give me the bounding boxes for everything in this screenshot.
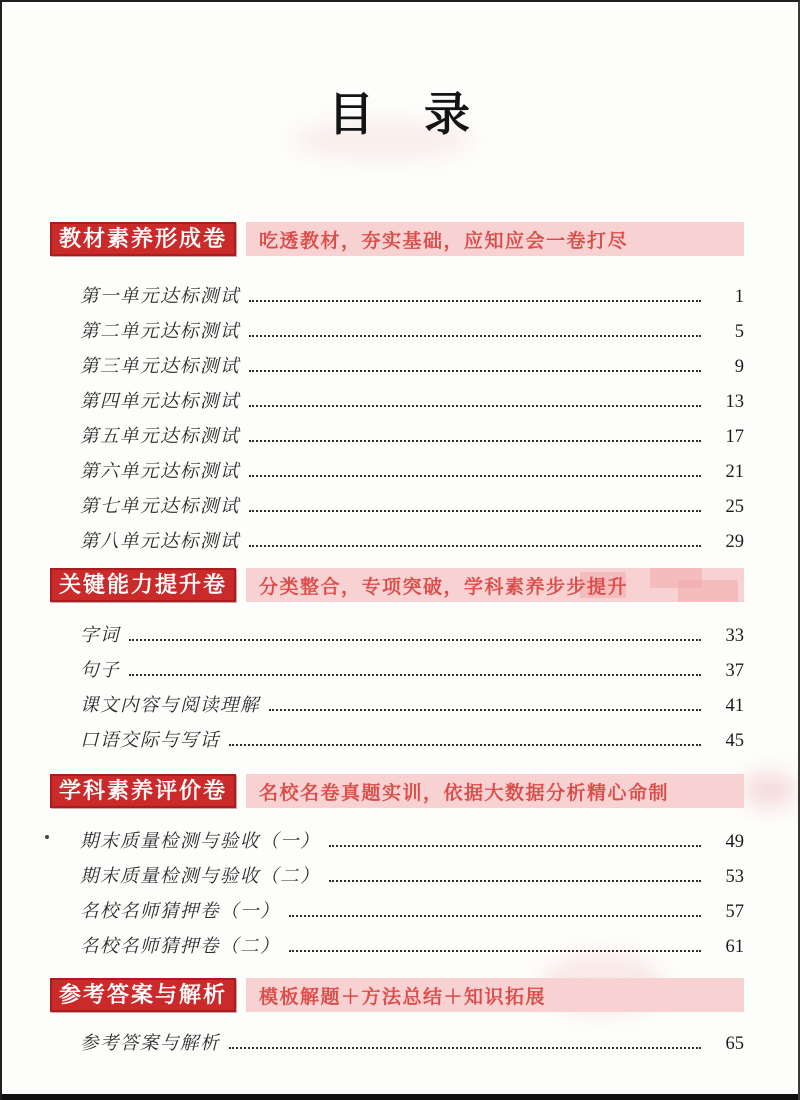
toc-entry-label: 第二单元达标测试 bbox=[80, 322, 241, 342]
toc-entry-label: 名校名师猜押卷（一） bbox=[80, 902, 281, 922]
dot-leader bbox=[249, 440, 701, 442]
toc-entry-page-number: 33 bbox=[725, 626, 744, 646]
toc-entry bbox=[80, 450, 744, 485]
section-tagline: 名校名卷真题实训，依据大数据分析精心命制 bbox=[259, 782, 670, 804]
toc-entry-page-number: 41 bbox=[725, 696, 744, 716]
toc-entry-page-number: 53 bbox=[725, 867, 744, 887]
toc-entry-page-number: 21 bbox=[725, 462, 744, 482]
toc-entry bbox=[80, 820, 744, 855]
dot-leader bbox=[249, 545, 701, 547]
dot-leader bbox=[129, 639, 701, 641]
toc-entry-label: 第七单元达标测试 bbox=[80, 497, 241, 517]
toc-entry bbox=[80, 1022, 744, 1057]
section-answers bbox=[50, 978, 744, 1057]
entry-list bbox=[80, 275, 744, 555]
toc-entry-label: 第六单元达标测试 bbox=[80, 462, 241, 482]
dot-leader bbox=[129, 674, 701, 676]
toc-entry-label: 第三单元达标测试 bbox=[80, 357, 241, 377]
toc-entry-label: 参考答案与解析 bbox=[80, 1034, 221, 1054]
section-header bbox=[50, 222, 744, 256]
toc-entry-label: 第八单元达标测试 bbox=[80, 532, 241, 552]
toc-entry bbox=[80, 345, 744, 380]
toc-entry bbox=[80, 275, 744, 310]
toc-entry bbox=[80, 684, 744, 719]
section-tagline: 分类整合，专项突破，学科素养步步提升 bbox=[259, 576, 629, 598]
toc-entry-page-number: 61 bbox=[725, 937, 744, 957]
section-header bbox=[50, 978, 744, 1012]
dot-leader bbox=[249, 370, 701, 372]
section-title-badge: 教材素养形成卷 bbox=[50, 222, 236, 256]
section-header bbox=[50, 568, 744, 602]
toc-entry bbox=[80, 380, 744, 415]
toc-entry-page-number: 17 bbox=[725, 427, 744, 447]
toc-entry-page-number: 65 bbox=[725, 1034, 744, 1054]
toc-entry-label: 第五单元达标测试 bbox=[80, 427, 241, 447]
section-header bbox=[50, 774, 744, 808]
section-title-badge: 关键能力提升卷 bbox=[50, 568, 236, 602]
dot-leader bbox=[289, 915, 701, 917]
toc-entry-page-number: 37 bbox=[725, 661, 744, 681]
dot-leader bbox=[269, 709, 701, 711]
toc-entry-page-number: 25 bbox=[725, 497, 744, 517]
dot-leader bbox=[289, 950, 701, 952]
toc-entry-page-number: 57 bbox=[725, 902, 744, 922]
scan-bottom-edge bbox=[2, 1094, 798, 1100]
section-title-badge: 参考答案与解析 bbox=[50, 978, 236, 1012]
dot-leader bbox=[249, 510, 701, 512]
toc-entry-page-number: 5 bbox=[734, 322, 744, 342]
entry-list bbox=[80, 614, 744, 754]
toc-entry bbox=[80, 310, 744, 345]
toc-entry-label: 口语交际与写话 bbox=[80, 731, 221, 751]
toc-entry bbox=[80, 855, 744, 890]
section-tagline-banner bbox=[246, 568, 744, 602]
toc-entry bbox=[80, 520, 744, 555]
toc-entry-label: 期末质量检测与验收（一） bbox=[80, 832, 321, 852]
toc-entry-label: 名校名师猜押卷（二） bbox=[80, 937, 281, 957]
section-tagline: 吃透教材，夯实基础，应知应会一卷打尽 bbox=[259, 230, 629, 252]
stray-ink-mark bbox=[45, 835, 49, 839]
toc-entry-label: 第一单元达标测试 bbox=[80, 287, 241, 307]
toc-entry-page-number: 45 bbox=[725, 731, 744, 751]
section-tagline-banner bbox=[246, 978, 744, 1012]
dot-leader bbox=[329, 845, 701, 847]
toc-entry-page-number: 49 bbox=[725, 832, 744, 852]
toc-entry-page-number: 9 bbox=[734, 357, 744, 377]
toc-entry bbox=[80, 485, 744, 520]
dot-leader bbox=[249, 475, 701, 477]
toc-entry-page-number: 1 bbox=[734, 287, 744, 307]
entry-list bbox=[80, 820, 744, 960]
toc-entry bbox=[80, 614, 744, 649]
section-tagline-banner bbox=[246, 774, 744, 808]
toc-entry bbox=[80, 925, 744, 960]
toc-entry-label: 课文内容与阅读理解 bbox=[80, 696, 261, 716]
toc-entry bbox=[80, 415, 744, 450]
toc-entry-label: 期末质量检测与验收（二） bbox=[80, 867, 321, 887]
toc-entry bbox=[80, 649, 744, 684]
dot-leader bbox=[329, 880, 701, 882]
dot-leader bbox=[249, 300, 701, 302]
toc-entry-page-number: 13 bbox=[725, 392, 744, 412]
watermark-block bbox=[678, 580, 738, 602]
toc-entry bbox=[80, 890, 744, 925]
section-textbook-literacy bbox=[50, 222, 744, 555]
section-key-ability bbox=[50, 568, 744, 754]
dot-leader bbox=[249, 335, 701, 337]
section-subject-literacy bbox=[50, 774, 744, 960]
toc-entry-page-number: 29 bbox=[725, 532, 744, 552]
toc-entry-label: 第四单元达标测试 bbox=[80, 392, 241, 412]
scan-smudge bbox=[742, 772, 797, 808]
section-title-badge: 学科素养评价卷 bbox=[50, 774, 236, 808]
dot-leader bbox=[229, 744, 701, 746]
dot-leader bbox=[249, 405, 701, 407]
section-tagline-banner bbox=[246, 222, 744, 256]
section-tagline: 模板解题＋方法总结＋知识拓展 bbox=[259, 986, 547, 1008]
toc-entry-label: 字词 bbox=[80, 626, 121, 646]
toc-entry bbox=[80, 719, 744, 754]
dot-leader bbox=[229, 1047, 701, 1049]
entry-list bbox=[80, 1022, 744, 1057]
toc-entry-label: 句子 bbox=[80, 661, 121, 681]
page-title: 目 录 bbox=[328, 89, 472, 140]
